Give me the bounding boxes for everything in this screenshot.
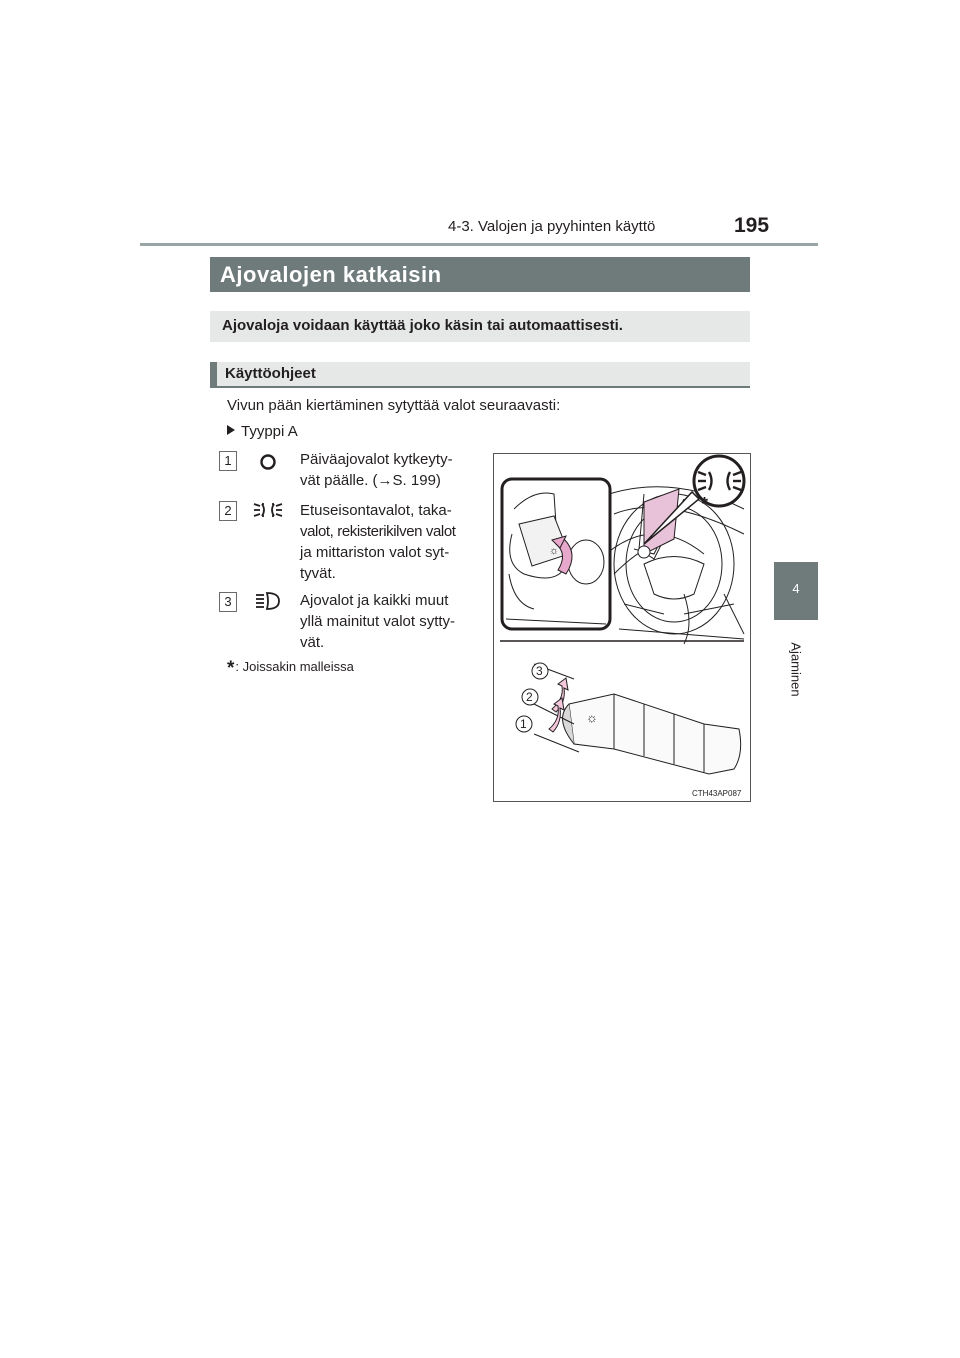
item-number-3: 3 <box>219 592 237 612</box>
type-label: Tyyppi A <box>241 423 298 440</box>
item-description-3 <box>300 590 478 653</box>
item-number-2: 2 <box>219 501 237 521</box>
item-description-1 <box>300 449 478 491</box>
headlight-icon <box>253 590 283 612</box>
title-bar <box>210 257 750 292</box>
subsection-bar <box>210 362 750 386</box>
figure-callout-1: 1 <box>520 717 527 731</box>
tail-light-icon <box>253 499 283 521</box>
section-header: 4-3. Valojen ja pyyhinten käyttö <box>448 218 656 235</box>
lead-text: Vivun pään kiertäminen sytyttää valot seuraavasti: <box>227 397 561 414</box>
item-2-line-3: ja mittariston valot syt- <box>300 544 450 561</box>
type-label-row <box>227 423 298 440</box>
subsection-rule <box>210 386 750 388</box>
page-title: Ajovalojen katkaisin <box>220 262 442 287</box>
footnote-text: : Joissakin malleissa <box>235 659 354 674</box>
subsection-title: Käyttöohjeet <box>225 365 316 382</box>
chapter-tab <box>774 562 818 620</box>
figure-code: CTH43AP087 <box>692 789 742 798</box>
header-rule <box>140 243 818 246</box>
svg-text:☼: ☼ <box>586 710 598 725</box>
figure-callout-3: 3 <box>536 664 543 678</box>
subsection-accent <box>210 362 217 386</box>
chapter-number: 4 <box>792 581 800 596</box>
footnote <box>227 658 354 680</box>
item-2-line-2: valot, rekisterikilven valot <box>300 523 456 540</box>
item-3-line-1: Ajovalot ja kaikki muut <box>300 592 449 609</box>
item-description-2 <box>300 500 478 584</box>
figure-callout-2: 2 <box>526 690 533 704</box>
svg-text:☼: ☼ <box>549 545 560 557</box>
item-2-line-1: Etuseisontavalot, taka- <box>300 502 452 519</box>
footnote-mark: * <box>227 658 235 679</box>
item-3-line-3: vät. <box>300 634 325 651</box>
item-1-line-2: vät päälle. (→S. 199) <box>300 472 441 489</box>
item-1-line-1: Päiväajovalot kytkeyty- <box>300 451 453 468</box>
daytime-running-light-icon <box>253 451 283 473</box>
item-number-1: 1 <box>219 451 237 471</box>
page-number: 195 <box>734 214 770 237</box>
intro-text: Ajovaloja voidaan käyttää joko käsin tai automaattisesti. <box>222 317 623 334</box>
item-2-line-4: tyvät. <box>300 565 336 582</box>
intro-box <box>210 311 750 342</box>
chapter-label: Ajaminen <box>788 642 804 697</box>
figure-asterisk: * <box>701 494 709 514</box>
item-3-line-2: yllä mainitut valot sytty- <box>300 613 456 630</box>
headlight-switch-illustration <box>493 453 751 802</box>
bullet-arrow-icon <box>227 425 235 435</box>
